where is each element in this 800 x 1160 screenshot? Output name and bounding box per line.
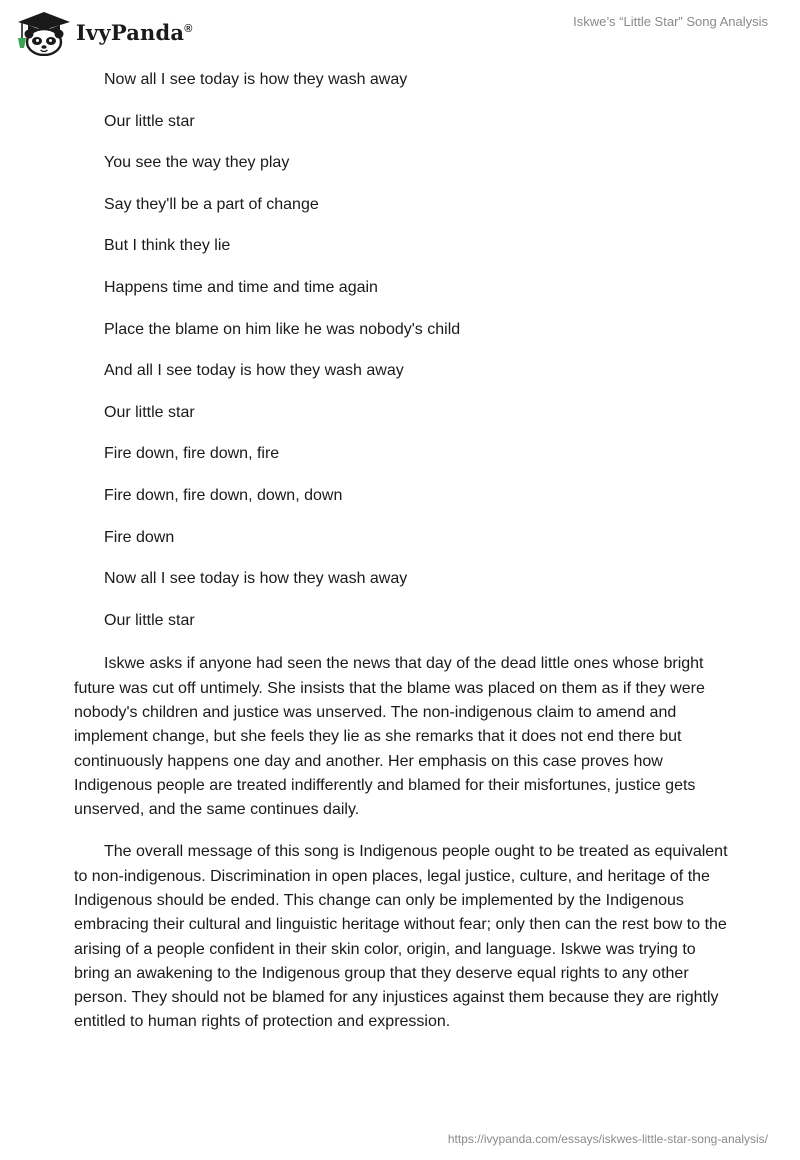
lyric-line: Our little star	[104, 403, 195, 421]
lyric-line: Fire down	[104, 528, 175, 546]
lyric-line: Say they'll be a part of change	[104, 195, 319, 213]
lyric-line: Place the blame on him like he was nobody's child	[104, 320, 461, 338]
lyric-line: Fire down, fire down, down, down	[104, 486, 343, 504]
essay-body	[74, 70, 730, 1053]
lyric-line: Fire down, fire down, fire	[104, 445, 280, 463]
source-url[interactable]: https://ivypanda.com/essays/iskwes-little-star-song-analysis/	[447, 1132, 768, 1146]
panda-graduate-icon	[14, 8, 74, 56]
lyric-line: Our little star	[104, 112, 195, 130]
lyric-line: Now all I see today is how they wash away	[104, 71, 408, 88]
document-title: Iskwe’s “Little Star” Song Analysis	[573, 14, 768, 29]
body-paragraph: Iskwe asks if anyone had seen the news that day of the dead little ones whose bright future was cut off untimely. She insists that the blame was placed on them as if they were nobody's children and justice was unserved. The non-indigenous claim to amend and implement change, but she feels they lie as she remarks that it does not end there but continuously happens one day and another. Her emphasis on this case proves how Indigenous people are treated indifferently and blamed for their misfortunes, justice gets unserved, and the same continues daily.	[74, 655, 705, 819]
lyric-line: But I think they lie	[104, 237, 231, 255]
brand-name: IvyPanda®	[76, 19, 193, 45]
song-lyrics	[74, 70, 730, 631]
lyric-line: And all I see today is how they wash away	[104, 362, 404, 380]
lyric-line: Happens time and time and time again	[104, 278, 378, 296]
lyric-line: You see the way they play	[104, 154, 290, 172]
page-header	[0, 0, 800, 60]
lyric-line: Now all I see today is how they wash away	[104, 570, 408, 588]
lyric-line: Our little star	[104, 611, 195, 629]
body-paragraph: The overall message of this song is Indigenous people ought to be treated as equivalent to non-indigenous. Discrimination in open places, legal justice, culture, and heritage of the Indigenous should be ended. This change can only be implemented by the Indigenous embracing their cultural and linguistic heritage without fear; only then can the rest bow to the arising of a people confident in their skin color, origin, and language. Iskwe was trying to bring an awakening to the Indigenous group that they deserve equal rights to any other person. They should not be blamed for any injustices against them because they are rightly entitled to human rights of protection and expression.	[74, 843, 728, 1031]
registered-mark: ®	[184, 22, 193, 35]
ivypanda-logo[interactable]	[14, 8, 193, 56]
